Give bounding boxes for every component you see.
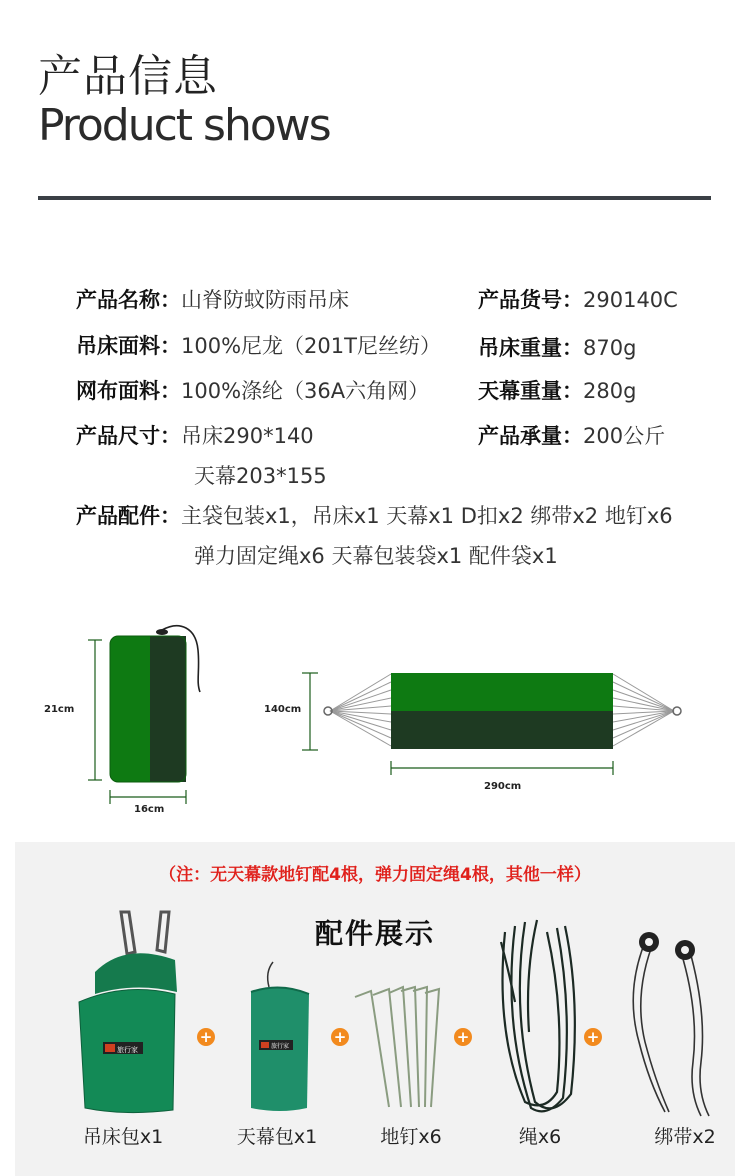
spec-code <box>478 284 678 314</box>
spec-load <box>478 420 665 450</box>
spec-accessories-value-1: 主袋包装x1，吊床x1 天幕x1 D扣x2 绑带x2 地钉x6 <box>181 504 673 528</box>
accessory-label-straps: 绑带x2 <box>654 1126 716 1148</box>
hammock-width-label: 290cm <box>484 781 522 792</box>
accessory-label-hammock-bag: 吊床包x1 <box>82 1126 164 1148</box>
spec-name-key: 产品名称： <box>76 288 181 312</box>
packed-bag-illustration <box>88 626 200 804</box>
spec-load-key: 产品承量： <box>478 424 583 448</box>
tarp-bag-brand: 旅行家 <box>271 1043 290 1050</box>
plus-icon: + <box>331 1028 349 1046</box>
spec-mesh-fabric-value: 100%涤纶（36A六角网） <box>181 379 430 403</box>
plus-icon: + <box>197 1028 215 1046</box>
tarp-bag-image <box>235 952 325 1122</box>
spec-code-value: 290140C <box>583 288 678 312</box>
dimension-drawing <box>0 600 750 830</box>
spec-accessories-key: 产品配件： <box>76 504 181 528</box>
spec-tarp-weight-value: 280g <box>583 379 637 403</box>
accessory-label-tarp-bag: 天幕包x1 <box>236 1126 318 1148</box>
accessories-panel <box>15 842 735 1176</box>
plus-icon: + <box>584 1028 602 1046</box>
spec-size-line2 <box>194 460 327 490</box>
spec-hammock-fabric-key: 吊床面料： <box>76 334 181 358</box>
spec-mesh-fabric-key: 网布面料： <box>76 379 181 403</box>
accessories-note: （注：无天幕款地钉配4根，弹力固定绳4根，其他一样） <box>159 865 591 885</box>
accessory-label-cords: 绳x6 <box>518 1126 562 1148</box>
hammock-bag-brand: 旅行家 <box>117 1046 138 1054</box>
page-title: 产品信息 <box>38 51 218 102</box>
dimension-diagram <box>0 600 750 830</box>
hammock-height-label: 140cm <box>264 704 302 715</box>
accessory-label-stakes: 地钉x6 <box>380 1126 442 1148</box>
spec-accessories-value-2: 弹力固定绳x6 天幕包装袋x1 配件袋x1 <box>194 544 558 568</box>
spec-size <box>76 420 314 450</box>
spec-hammock-fabric <box>76 330 441 360</box>
accessories-title: 配件展示 <box>314 917 435 950</box>
page-subtitle: Product shows <box>38 100 330 151</box>
spec-hammock-fabric-value: 100%尼龙（201T尼丝纺） <box>181 334 441 358</box>
spec-size-value-2: 天幕203*155 <box>194 464 327 488</box>
bag-width-label: 16cm <box>134 804 165 815</box>
spec-hammock-weight-key: 吊床重量： <box>478 336 583 360</box>
hammock-bag-image <box>65 902 185 1122</box>
bag-height-label: 21cm <box>44 704 75 715</box>
spec-hammock-weight <box>478 332 636 362</box>
spec-accessories <box>76 500 673 530</box>
spec-size-key: 产品尺寸： <box>76 424 181 448</box>
cords-image <box>485 912 585 1122</box>
spec-size-value-1: 吊床290*140 <box>181 424 314 448</box>
straps-image <box>615 912 725 1122</box>
spec-name <box>76 284 349 314</box>
stakes-image <box>345 977 455 1117</box>
spec-tarp-weight-key: 天幕重量： <box>478 379 583 403</box>
spec-mesh-fabric <box>76 375 429 405</box>
spec-hammock-weight-value: 870g <box>583 336 637 360</box>
divider <box>38 196 711 200</box>
spec-name-value: 山脊防蚊防雨吊床 <box>181 288 349 312</box>
spec-load-value: 200公斤 <box>583 424 666 448</box>
hammock-illustration <box>302 673 681 775</box>
spec-accessories-line2 <box>194 540 558 570</box>
spec-tarp-weight <box>478 375 636 405</box>
plus-icon: + <box>454 1028 472 1046</box>
spec-code-key: 产品货号： <box>478 288 583 312</box>
